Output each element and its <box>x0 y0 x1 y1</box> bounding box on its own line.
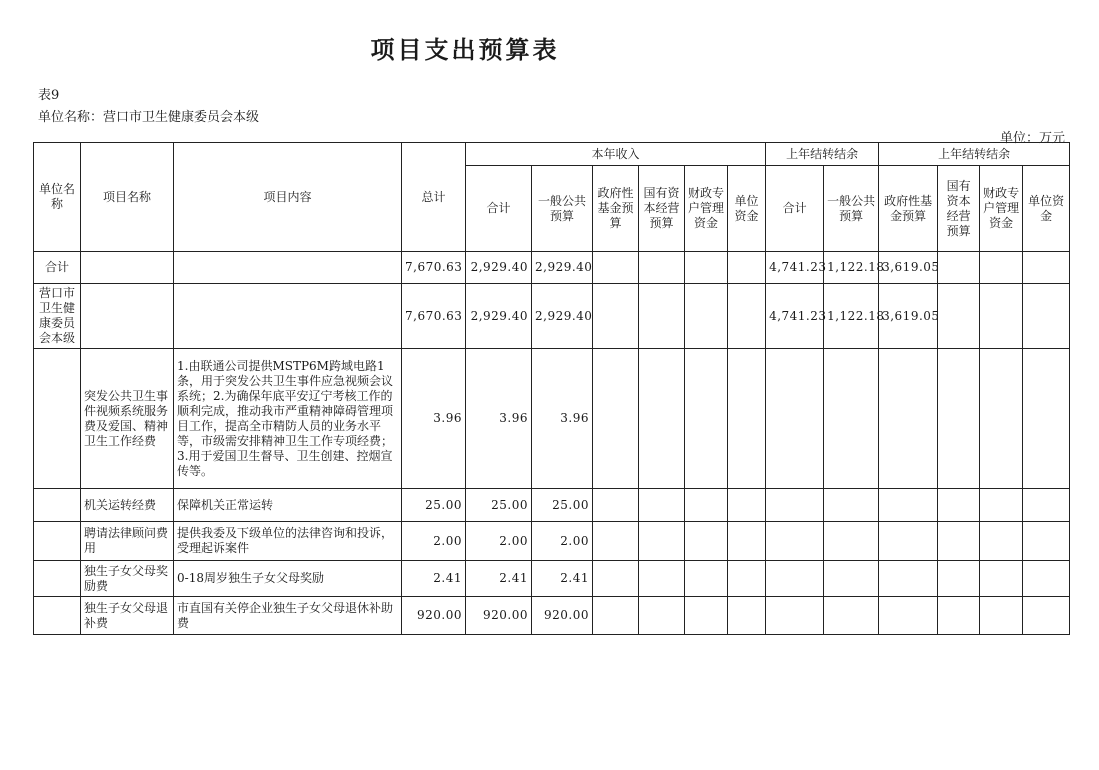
cell-ci-general: 2,929.40 <box>532 284 593 349</box>
cell-ci-special <box>685 284 728 349</box>
cell-ci-govfund <box>593 489 639 522</box>
cell-project-name: 聘请法律顾问费用 <box>81 522 174 561</box>
cell-ci-general: 25.00 <box>532 489 593 522</box>
cell-ci-general: 920.00 <box>532 597 593 635</box>
cell-ci-govfund <box>593 252 639 284</box>
cell-ci-unit <box>728 489 766 522</box>
cell-co-unit <box>1023 561 1070 597</box>
cell-co-govfund <box>879 489 938 522</box>
cell-ci-unit <box>728 284 766 349</box>
cell-co-general <box>824 489 879 522</box>
cell-co-special <box>980 597 1023 635</box>
table-row <box>34 284 1070 349</box>
cell-co-unit <box>1023 597 1070 635</box>
cell-ci-stateop <box>639 252 685 284</box>
cell-ci-govfund <box>593 561 639 597</box>
cell-project-name: 独生子女父母奖励费 <box>81 561 174 597</box>
cell-project-name: 突发公共卫生事件视频系统服务费及爱国、精神卫生工作经费 <box>81 349 174 489</box>
cell-ci-general: 2,929.40 <box>532 252 593 284</box>
cell-ci-general: 2.41 <box>532 561 593 597</box>
cell-project-content <box>174 252 402 284</box>
cell-ci-stateop <box>639 349 685 489</box>
cell-ci-total: 2,929.40 <box>466 252 532 284</box>
header-ci-unit: 单位资金 <box>728 166 766 252</box>
cell-co-total <box>766 489 824 522</box>
cell-ci-total: 920.00 <box>466 597 532 635</box>
header-carryover-2: 上年结转结余 <box>879 143 1070 166</box>
table-row <box>34 522 1070 561</box>
page-title: 项目支出预算表 <box>370 35 560 64</box>
cell-unit <box>34 561 81 597</box>
cell-unit <box>34 489 81 522</box>
budget-table <box>33 142 1070 635</box>
cell-ci-special <box>685 252 728 284</box>
cell-ci-special <box>685 489 728 522</box>
cell-ci-special <box>685 349 728 489</box>
cell-co-stateop <box>938 252 980 284</box>
header-project-name: 项目名称 <box>81 143 174 252</box>
header-ci-general: 一般公共预算 <box>532 166 593 252</box>
cell-co-special <box>980 561 1023 597</box>
cell-co-unit <box>1023 522 1070 561</box>
header-ci-special: 财政专户管理资金 <box>685 166 728 252</box>
header-ci-govfund: 政府性基金预算 <box>593 166 639 252</box>
cell-co-govfund <box>879 597 938 635</box>
cell-co-total <box>766 561 824 597</box>
cell-ci-total: 2,929.40 <box>466 284 532 349</box>
cell-co-govfund <box>879 561 938 597</box>
cell-project-content: 1.由联通公司提供MSTP6M跨域电路1条，用于突发公共卫生事件应急视频会议系统；2.为确保年底平安辽宁考核工作的顺利完成，推动我市严重精神障碍管理项目工作，提高全市精防人员的业务水平等，市级需安排精神卫生工作专项经费；3.用于爱国卫生督导、卫生创建、控烟宣传等。 <box>174 349 402 489</box>
cell-co-stateop <box>938 561 980 597</box>
cell-co-general: 1,122.18 <box>824 252 879 284</box>
currency-unit-label: 单位：万元 <box>999 131 1065 146</box>
cell-ci-total: 2.00 <box>466 522 532 561</box>
cell-co-govfund <box>879 522 938 561</box>
cell-co-stateop <box>938 284 980 349</box>
cell-co-general: 1,122.18 <box>824 284 879 349</box>
header-unit-name: 单位名称 <box>34 143 81 252</box>
cell-total: 25.00 <box>402 489 466 522</box>
cell-total: 2.41 <box>402 561 466 597</box>
cell-ci-stateop <box>639 561 685 597</box>
header-project-content: 项目内容 <box>174 143 402 252</box>
table-row <box>34 561 1070 597</box>
cell-ci-unit <box>728 597 766 635</box>
cell-ci-unit <box>728 522 766 561</box>
cell-total: 920.00 <box>402 597 466 635</box>
cell-co-stateop <box>938 522 980 561</box>
cell-co-general <box>824 522 879 561</box>
cell-co-total: 4,741.23 <box>766 284 824 349</box>
cell-co-special <box>980 252 1023 284</box>
cell-co-general <box>824 561 879 597</box>
cell-co-total <box>766 597 824 635</box>
cell-project-content: 市直国有关停企业独生子女父母退休补助费 <box>174 597 402 635</box>
cell-co-stateop <box>938 349 980 489</box>
cell-ci-special <box>685 561 728 597</box>
cell-ci-unit <box>728 252 766 284</box>
cell-project-name <box>81 252 174 284</box>
header-ci-stateop: 国有资本经营预算 <box>639 166 685 252</box>
cell-co-general <box>824 349 879 489</box>
cell-project-content: 0-18周岁独生子女父母奖励 <box>174 561 402 597</box>
cell-co-total <box>766 349 824 489</box>
cell-ci-govfund <box>593 284 639 349</box>
cell-total: 2.00 <box>402 522 466 561</box>
cell-co-unit <box>1023 284 1070 349</box>
cell-unit <box>34 597 81 635</box>
cell-ci-special <box>685 597 728 635</box>
cell-project-content: 保障机关正常运转 <box>174 489 402 522</box>
header-co-general: 一般公共预算 <box>824 166 879 252</box>
cell-ci-stateop <box>639 284 685 349</box>
cell-unit: 营口市卫生健康委员会本级 <box>34 284 81 349</box>
cell-total: 7,670.63 <box>402 284 466 349</box>
cell-ci-govfund <box>593 522 639 561</box>
header-co-total: 合计 <box>766 166 824 252</box>
cell-ci-total: 3.96 <box>466 349 532 489</box>
header-co-special: 财政专户管理资金 <box>980 166 1023 252</box>
cell-ci-stateop <box>639 522 685 561</box>
cell-co-special <box>980 489 1023 522</box>
cell-co-govfund <box>879 349 938 489</box>
cell-co-unit <box>1023 252 1070 284</box>
cell-ci-unit <box>728 349 766 489</box>
cell-project-content: 提供我委及下级单位的法律咨询和投诉，受理起诉案件 <box>174 522 402 561</box>
header-total: 总计 <box>402 143 466 252</box>
cell-ci-special <box>685 522 728 561</box>
header-current-income: 本年收入 <box>466 143 766 166</box>
cell-co-total <box>766 522 824 561</box>
header-co-unit: 单位资金 <box>1023 166 1070 252</box>
cell-ci-govfund <box>593 597 639 635</box>
cell-ci-unit <box>728 561 766 597</box>
cell-co-unit <box>1023 349 1070 489</box>
cell-co-stateop <box>938 489 980 522</box>
header-co-stateop: 国有资本经营预算 <box>938 166 980 252</box>
cell-unit <box>34 522 81 561</box>
table-number: 表9 <box>38 88 60 103</box>
cell-project-name <box>81 284 174 349</box>
cell-ci-total: 25.00 <box>466 489 532 522</box>
cell-co-special <box>980 349 1023 489</box>
cell-total: 7,670.63 <box>402 252 466 284</box>
cell-co-govfund: 3,619.05 <box>879 252 938 284</box>
header-carryover-1: 上年结转结余 <box>766 143 879 166</box>
cell-co-stateop <box>938 597 980 635</box>
cell-ci-general: 3.96 <box>532 349 593 489</box>
cell-total: 3.96 <box>402 349 466 489</box>
table-row <box>34 252 1070 284</box>
cell-co-general <box>824 597 879 635</box>
cell-project-name: 独生子女父母退补费 <box>81 597 174 635</box>
cell-project-content <box>174 284 402 349</box>
cell-ci-general: 2.00 <box>532 522 593 561</box>
table-row <box>34 597 1070 635</box>
header-ci-total: 合计 <box>466 166 532 252</box>
table-row <box>34 349 1070 489</box>
cell-co-total: 4,741.23 <box>766 252 824 284</box>
table-row <box>34 489 1070 522</box>
cell-co-govfund: 3,619.05 <box>879 284 938 349</box>
unit-name-label: 单位名称：营口市卫生健康委员会本级 <box>38 110 260 125</box>
cell-co-special <box>980 284 1023 349</box>
cell-unit <box>34 349 81 489</box>
cell-co-special <box>980 522 1023 561</box>
cell-unit: 合计 <box>34 252 81 284</box>
cell-ci-total: 2.41 <box>466 561 532 597</box>
cell-ci-stateop <box>639 597 685 635</box>
header-co-govfund: 政府性基金预算 <box>879 166 938 252</box>
cell-co-unit <box>1023 489 1070 522</box>
cell-ci-govfund <box>593 349 639 489</box>
cell-project-name: 机关运转经费 <box>81 489 174 522</box>
cell-ci-stateop <box>639 489 685 522</box>
